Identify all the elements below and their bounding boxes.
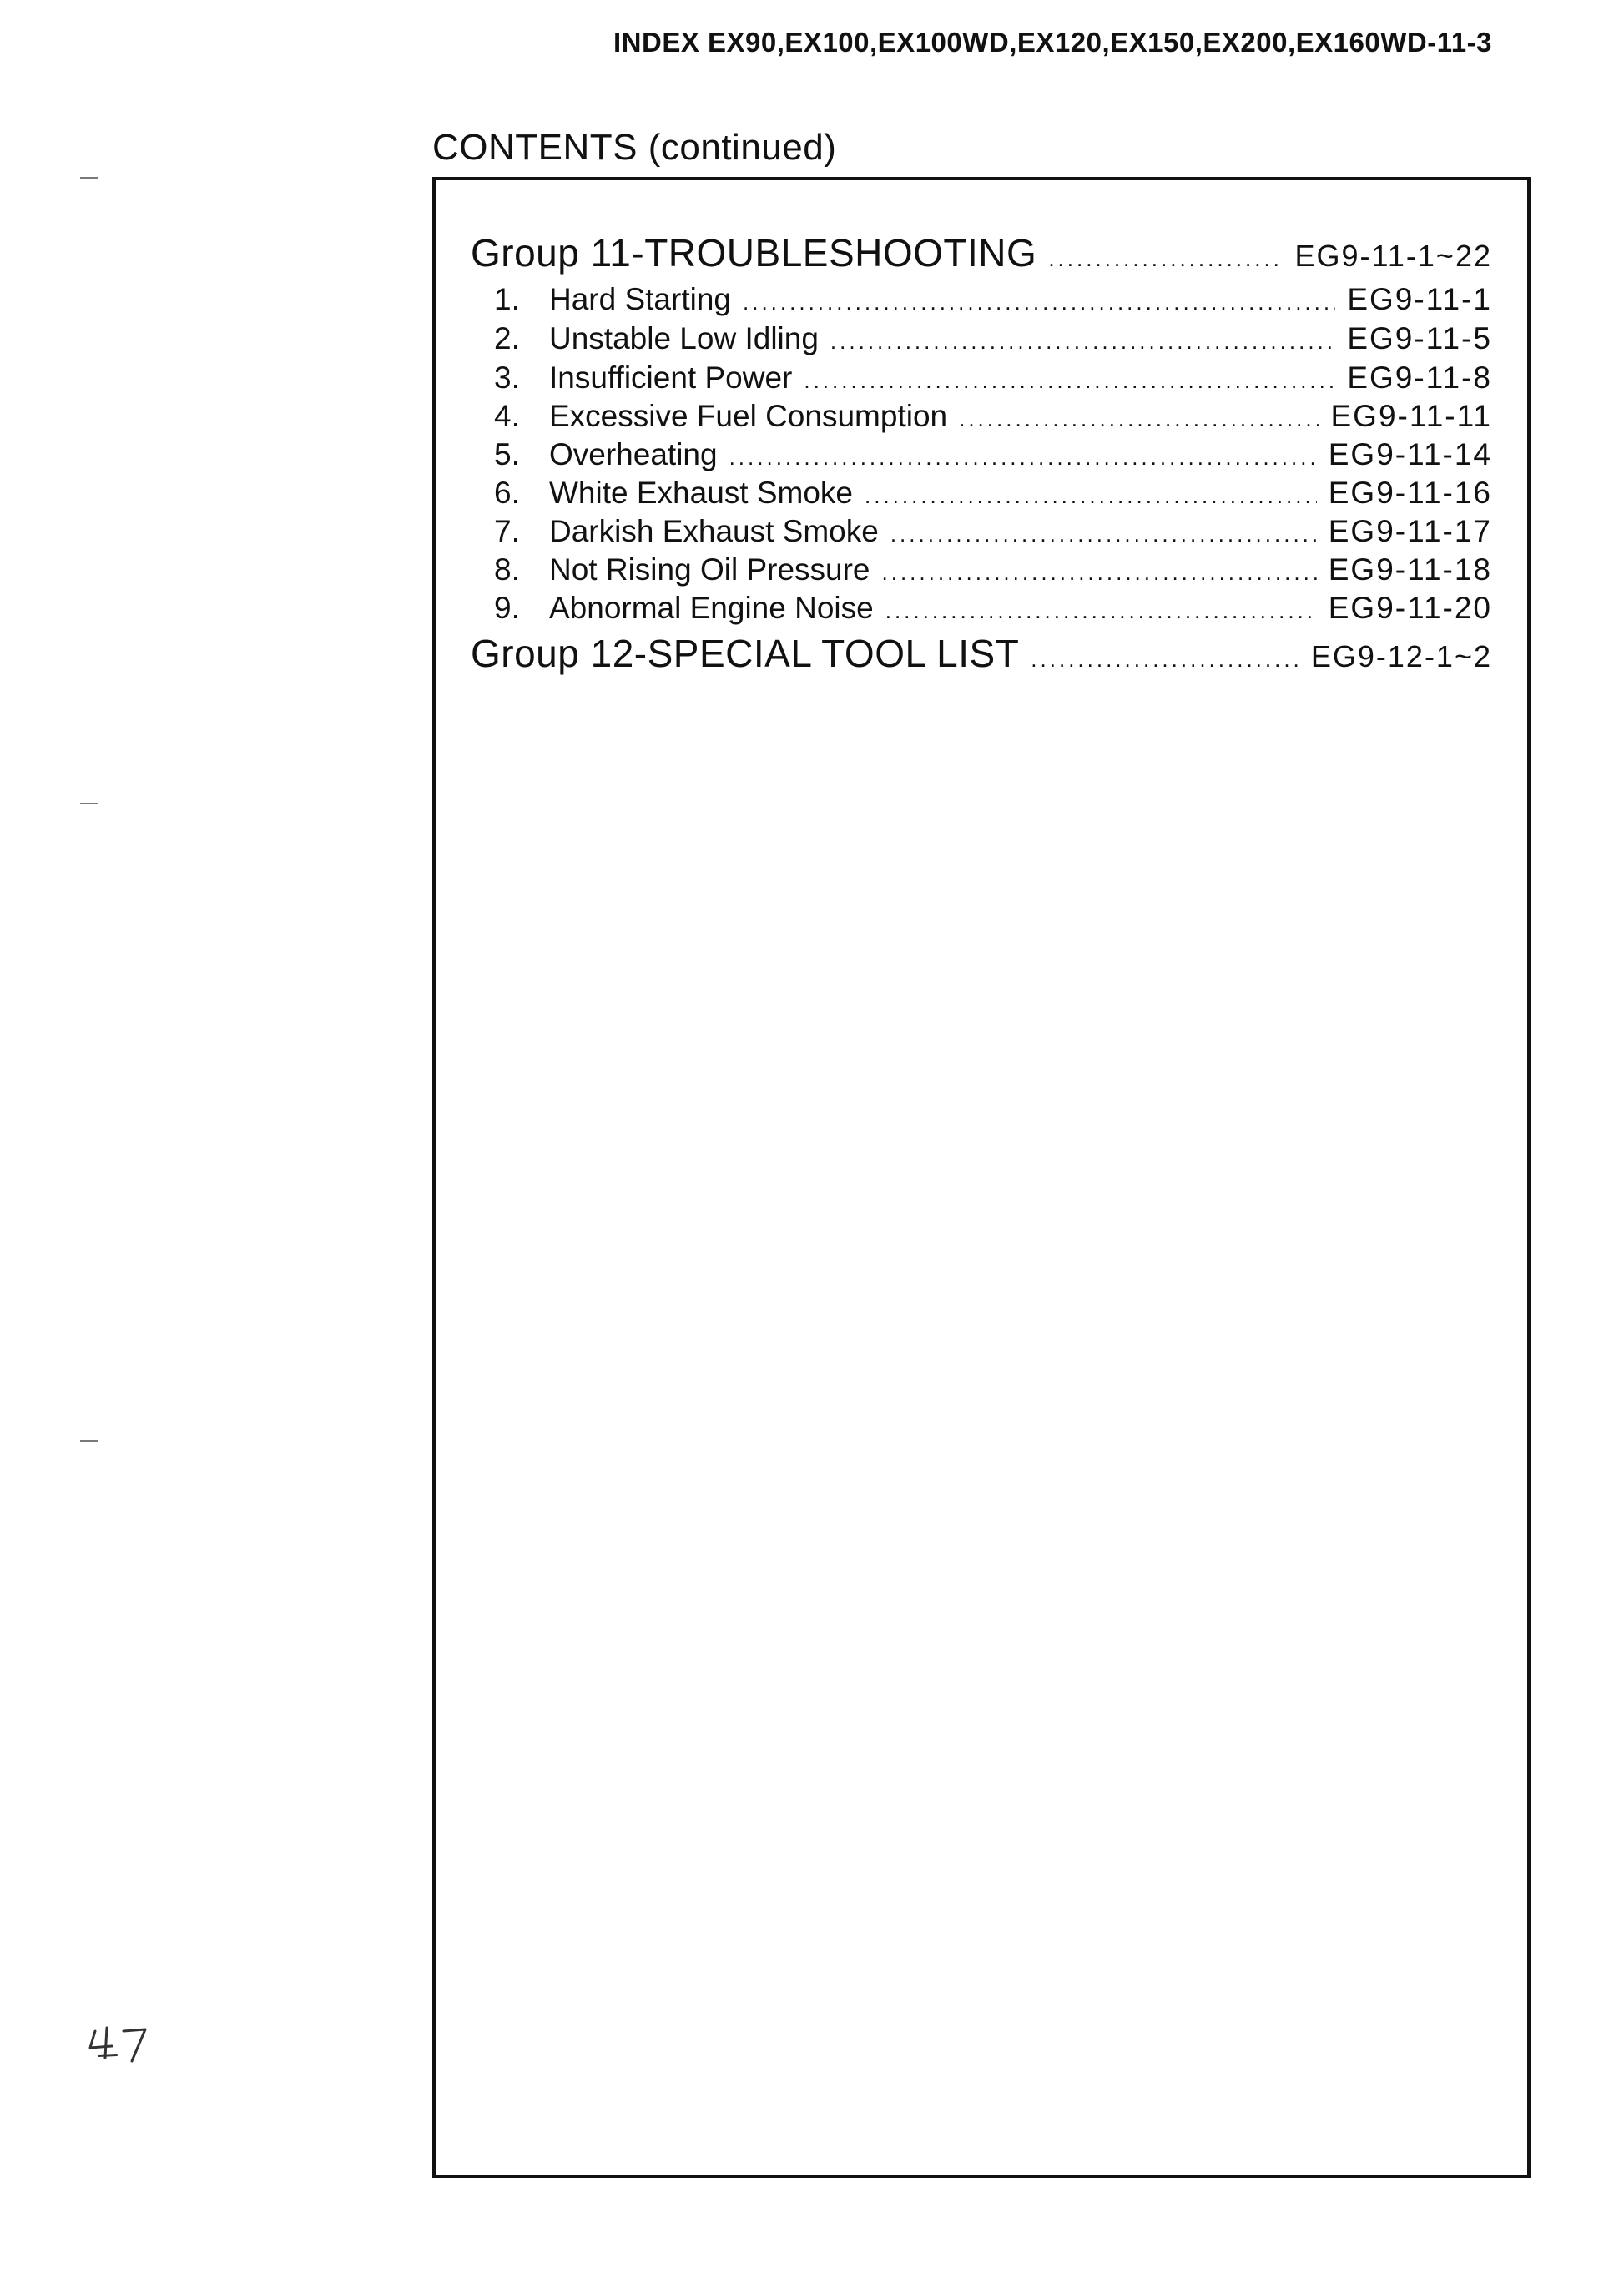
toc-item-page: EG9-11-20 (1328, 591, 1492, 625)
toc-item-label: Abnormal Engine Noise (549, 591, 874, 625)
toc-item-page: EG9-11-5 (1347, 321, 1492, 355)
margin-mark (80, 177, 98, 179)
page-title: CONTENTS (continued) (432, 127, 837, 168)
toc-item-label: Overheating (549, 437, 718, 471)
dot-leader (1031, 647, 1299, 673)
toc-item-number: 2. (494, 321, 520, 355)
toc-item-number: 1. (494, 282, 520, 316)
toc-item-label: Unstable Low Idling (549, 321, 819, 355)
toc-item-number: 6. (494, 476, 520, 510)
toc-group-12[interactable] (471, 631, 1492, 676)
toc-item-label: Darkish Exhaust Smoke (549, 514, 879, 548)
dot-leader (885, 598, 1317, 624)
margin-mark (80, 1440, 98, 1442)
toc-item-label: Excessive Fuel Consumption (549, 399, 948, 433)
toc-item[interactable] (494, 399, 1492, 434)
toc-group-11[interactable] (471, 230, 1492, 275)
toc-item-page: EG9-11-18 (1328, 552, 1492, 587)
toc-group-page: EG9-12-1~2 (1310, 639, 1492, 673)
dot-leader (743, 290, 1335, 315)
toc-item-label: Hard Starting (549, 282, 731, 316)
dot-leader (804, 368, 1335, 394)
toc-item[interactable] (494, 437, 1492, 472)
toc-item-number: 8. (494, 552, 520, 587)
toc-item-number: 5. (494, 437, 520, 471)
dot-leader (729, 445, 1317, 471)
toc-item-page: EG9-11-16 (1328, 476, 1492, 510)
toc-group-label: Group 11-TROUBLESHOOTING (471, 231, 1037, 275)
toc-group-page: EG9-11-1~22 (1294, 239, 1492, 273)
toc-item[interactable] (494, 476, 1492, 511)
toc-item-page: EG9-11-14 (1328, 437, 1492, 471)
toc-group-label: Group 12-SPECIAL TOOL LIST (471, 632, 1020, 675)
toc-item-page: EG9-11-1 (1347, 282, 1492, 316)
toc-item-page: EG9-11-8 (1347, 360, 1492, 395)
toc-item[interactable] (494, 282, 1492, 317)
dot-leader (890, 522, 1317, 547)
page-header: INDEX EX90,EX100,EX100WD,EX120,EX150,EX200,EX160WD-11-3 (613, 27, 1492, 58)
toc-item[interactable] (494, 591, 1492, 626)
toc-item-number: 7. (494, 514, 520, 548)
toc-item-label: Insufficient Power (549, 360, 793, 395)
toc-item[interactable] (494, 321, 1492, 356)
dot-leader (865, 483, 1317, 509)
toc-item-label: Not Rising Oil Pressure (549, 552, 870, 587)
toc-item[interactable] (494, 552, 1492, 587)
toc-item-number: 9. (494, 591, 520, 625)
toc-item[interactable] (494, 360, 1492, 396)
toc-item-label: White Exhaust Smoke (549, 476, 853, 510)
toc-item-page: EG9-11-11 (1330, 399, 1492, 433)
toc-item[interactable] (494, 514, 1492, 549)
dot-leader (830, 329, 1335, 355)
dot-leader (882, 560, 1317, 586)
contents-box (432, 177, 1531, 2178)
margin-mark (80, 803, 98, 804)
dot-leader (1048, 246, 1283, 272)
handwritten-note (87, 2019, 162, 2069)
toc-item-page: EG9-11-17 (1328, 514, 1492, 548)
dot-leader (959, 406, 1319, 432)
toc-item-number: 4. (494, 399, 520, 433)
toc-item-number: 3. (494, 360, 520, 395)
